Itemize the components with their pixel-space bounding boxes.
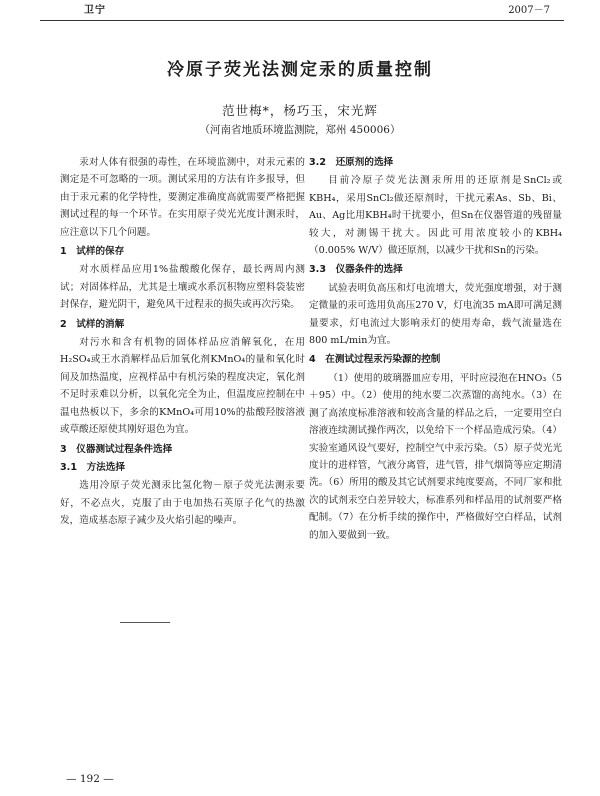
paper-title: 冷原子荧光法测定汞的质量控制 xyxy=(167,60,433,80)
section-4-heading: 4 在测试过程汞污染源的控制 xyxy=(309,354,441,366)
section-3-1-heading: 3.1 方法选择 xyxy=(60,461,125,473)
section-2-heading: 2 试样的消解 xyxy=(60,318,125,330)
section-1-text: 对水质样品应用1%盐酸酸化保存，最长两周内测试；对固体样品，尤其是土壤或水系沉积物应塑料袋装密封保存，避光阴干，避免风干过程汞的损失或再次污染。 xyxy=(60,264,305,311)
paper-affiliation: （河南省地质环境监测院，郑州 450006） xyxy=(199,124,401,136)
section-3-3-heading: 3.3 仪器条件的选择 xyxy=(309,264,403,276)
column-end-rule xyxy=(120,622,170,623)
section-4-text: （1）使用的玻璃器皿应专用，平时应浸泡在HNO₃（5＋95）中。（2）使用的纯水要二次蒸馏的高纯水。（3）在测了高浓度标准溶液和较高含量的样品之后，一定要用空白溶液连续测试操作两次，以免给下一个样品造成污染。（4）实验室通风设气要好，控制空气中汞污染。（5）原子荧光光度计的进样管，气液分离管，进气管，排气烟筒等应定期清洗。（6）所用的酸及其它试剂要求纯度要高，不同厂家和批次的试剂汞空白差异较大，标准系列和样品用的试剂要严格配制。（7）在分析手续的操作中，严格做好空白样品，试剂的加入要做到一致。 xyxy=(309,372,562,541)
section-3-3-text: 试验表明负高压和灯电流增大，荧光强度增强，对于测定微量的汞可选用负高压270 V，灯电流35 mA即可满足测量要求，灯电流过大影响汞灯的使用寿命，载气流量选在800 mL/min为宜。 xyxy=(309,282,562,347)
section-2-text: 对污水和含有机物的固体样品应消解氧化，在用H₂SO₄或王水消解样品后加氧化剂KMnO₄的量和氧化时间及加热温度，应视样品中有机污染的程度决定，氧化剂不足时汞难以分析，以氧化完全为止，但温度应控制在中温电热板以下，多余的KMnO₄可用10%的盐酸羟胺溶液或草酸还原使其刚好退色为宜。 xyxy=(60,337,305,436)
paper-authors: 范世梅*，杨巧玉，宋光辉 xyxy=(222,103,378,118)
journal-name: 卫宁 xyxy=(84,5,106,16)
issue-date: 2007－7 xyxy=(508,5,550,16)
intro-paragraph: 汞对人体有很强的毒性，在环境监测中，对汞元素的测定是不可忽略的一项。测试采用的方法有许多报导，但由于汞元素的化学特性，要测定准确度高就需要严格把握测试过程的每一个环节。在实用原子荧光光度计测汞时，应注意以下几个问题。 xyxy=(60,157,305,238)
header-rule xyxy=(40,20,564,21)
section-1-heading: 1 试样的保存 xyxy=(60,246,125,258)
page-number: — 192 — xyxy=(66,773,114,785)
section-3-heading: 3 仪器测试过程条件选择 xyxy=(60,443,173,455)
right-column xyxy=(309,154,562,546)
running-header xyxy=(52,4,560,18)
section-3-2-text: 目前冷原子荧光法测汞所用的还原剂是SnCl₂或KBH₄，采用SnCl₂做还原剂时，干扰元素As、Sb、Bi、Au、Ag比用KBH₄时干扰要小，但Sn在仪器管道的残留量较大，对测锡干扰大。因此可用浓度较小的KBH₄（0.005% W/V）做还原剂，以减少干扰和Sn的污染。 xyxy=(309,175,562,257)
left-column xyxy=(60,154,305,532)
section-3-1-text: 选用冷原子荧光测汞比氢化物－原子荧光法测汞要好，不必点火，克服了由于电加热石英原子化气的热激发，造成基态原子减少及火焰引起的噪声。 xyxy=(60,480,305,527)
section-3-2-heading: 3.2 还原剂的选择 xyxy=(309,157,394,168)
